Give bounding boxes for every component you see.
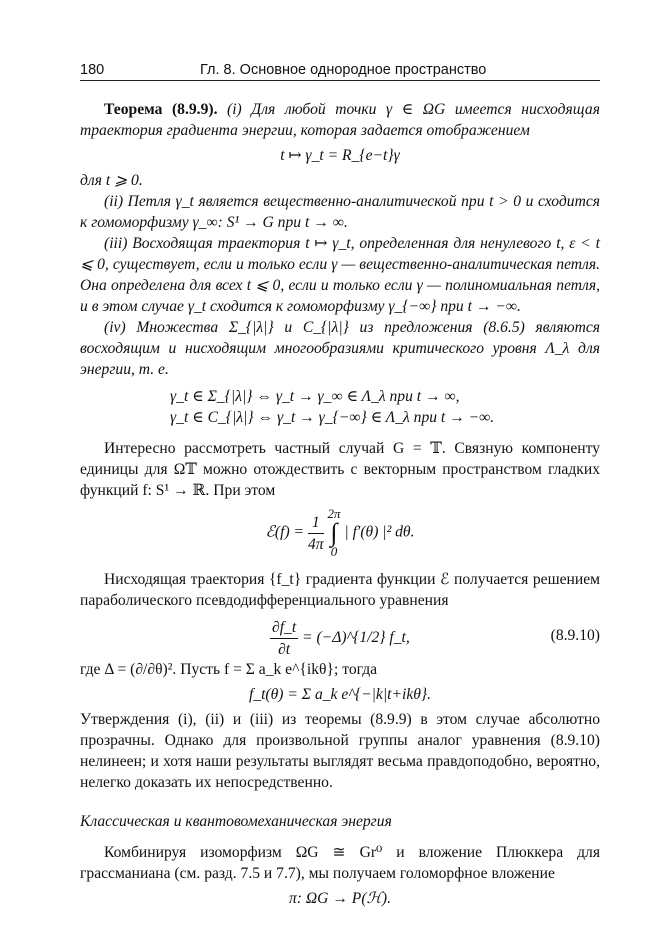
body-paragraph-2: Нисходящая траектория {f_t} градиента функции ℰ получается решением параболического псевдодифференциального уравнения [80, 571, 600, 609]
theorem-part-ii: (ii) Петля γ_t является вещественно-аналитической при t > 0 и сходится к гомоморфизму γ_∞: S¹ → G при t → ∞. [80, 193, 600, 231]
fourier-formula: f_t(θ) = Σ a_k e^{−|k|t+ikθ}. [248, 686, 432, 703]
theorem-formula-1: t ↦ γ_t = R_{e−t}γ [280, 147, 400, 164]
integral-upper: 2π [327, 506, 341, 521]
theorem-paragraph-1 [80, 99, 600, 141]
section-heading: Классическая и квантовомеханическая энергия [80, 813, 392, 830]
energy-frac-num: 1 [308, 512, 324, 534]
integral-lower: 0 [330, 544, 338, 559]
body-paragraph-3: где Δ = (∂/∂θ)². Пусть f = Σ a_k e^{ikθ}; тогда [80, 661, 378, 678]
page-number: 180 [80, 62, 105, 78]
theorem-formula-2b: γ_t ∈ C_{|λ|} ⇔ γ_t → γ_{−∞} ∈ Λ_λ при t → −∞. [170, 409, 495, 426]
running-header [80, 60, 600, 81]
body-paragraph-1: Интересно рассмотреть частный случай G = 𝕋. Связную компоненту единицы для Ω𝕋 можно отождествить с векторным пространством гладких функций f: S¹ → ℝ. При этом [80, 440, 600, 499]
equation-frac-den: ∂t [278, 641, 291, 658]
equation-rhs: = (−Δ)^{1/2} f_t, [298, 629, 410, 647]
theorem-part-i-end: для t ⩾ 0. [80, 172, 143, 189]
theorem-part-i: (i) Для любой точки γ ∈ ΩG имеется нисходящая траектория градиента энергии, которая задается отображением [80, 101, 600, 139]
theorem-part-iv: (iv) Множества Σ_{|λ|} и C_{|λ|} из предложения (8.6.5) являются восходящим и нисходящим многообразиями критического уровня Λ_λ для энергии, т. е. [80, 319, 600, 378]
equation-body [270, 617, 410, 660]
energy-frac-den: 4π [307, 535, 324, 553]
equation-tag: (8.9.10) [550, 627, 600, 644]
theorem-part-iii: (iii) Восходящая траектория t ↦ γ_t, определенная для ненулевого t, ε < t ⩽ 0, существует, если и только если γ — вещественно-аналитическая петля. Она определена для всех t ⩽ 0, если и только если γ — полиномиальная петля, и в этом случае γ_t сходится к гомоморфизму γ_{−∞} при t → −∞. [80, 235, 600, 315]
equation-fraction [270, 617, 298, 660]
body-paragraph-5: Комбинируя изоморфизм ΩG ≅ Gr⁰ и вложение Плюккера для грассманиана (см. разд. 7.5 и 7.7), мы получаем голоморфное вложение [80, 844, 600, 882]
integral-symbol: ∫ [330, 518, 338, 547]
equation-frac-num: ∂f_t [270, 617, 298, 639]
theorem-formula-2a: γ_t ∈ Σ_{|λ|} ⇔ γ_t → γ_∞ ∈ Λ_λ при t → ∞, [170, 388, 460, 405]
equation-8-9-10 [80, 617, 600, 658]
theorem-label: Теорема (8.9.9). [104, 101, 218, 118]
body-paragraph-4: Утверждения (i), (ii) и (iii) из теоремы (8.9.9) в этом случае абсолютно прозрачны. Однако для произвольной группы аналог уравнения (8.9.10) нелинеен; и хотя наши результаты выглядят весьма правдоподобно, вероятно, нелегко доказать их непосредственно. [80, 711, 600, 791]
energy-formula [80, 507, 600, 559]
integral [327, 507, 340, 559]
embedding-formula: π: ΩG → P(ℋ). [288, 890, 392, 907]
chapter-title: Гл. 8. Основное однородное пространство [200, 62, 487, 78]
energy-rhs: | f′(θ) |² dθ. [344, 523, 415, 541]
energy-lhs: ℰ(f) = [265, 523, 308, 541]
book-page [80, 60, 600, 913]
energy-fraction [308, 512, 324, 555]
